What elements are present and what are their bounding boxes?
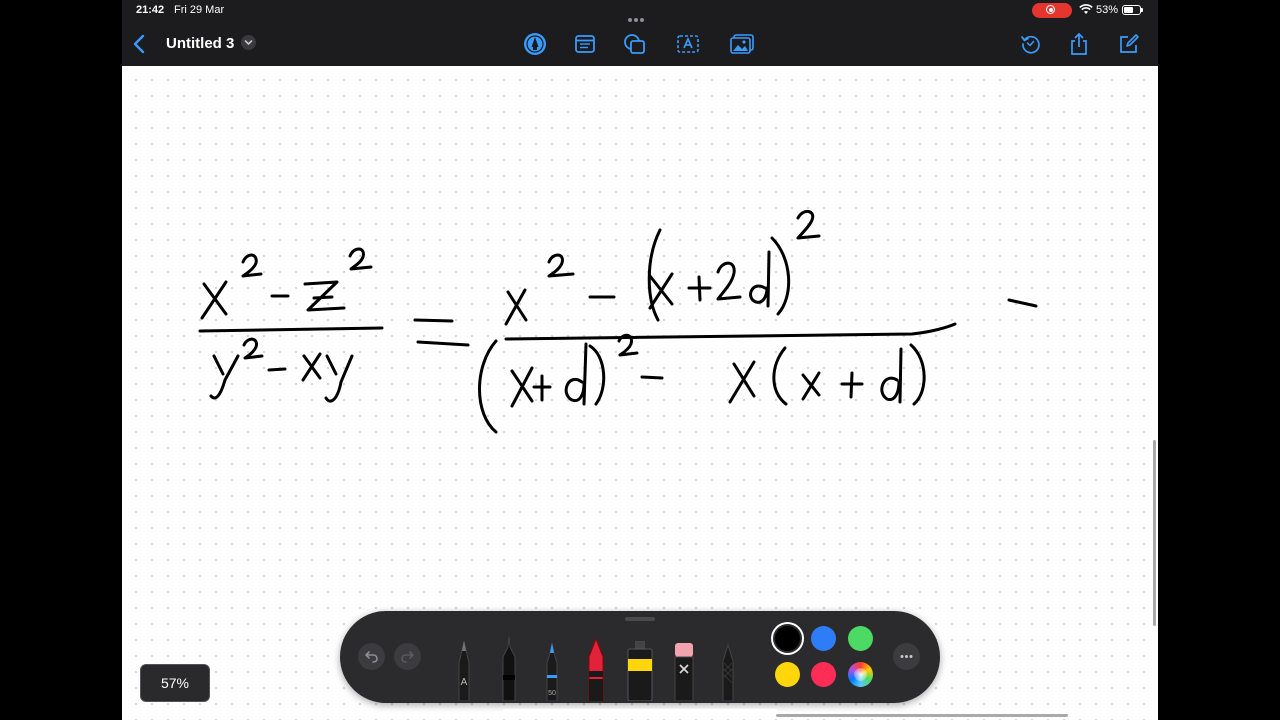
pencil-tool[interactable] xyxy=(452,635,476,701)
status-time: 21:42 xyxy=(136,4,165,16)
lasso-tool[interactable] xyxy=(716,635,740,701)
pencil-tool-label: A xyxy=(460,677,468,688)
pen-mode-button[interactable] xyxy=(522,32,548,56)
zoom-level: 57% xyxy=(140,664,210,702)
marker-tool[interactable] xyxy=(584,635,608,701)
fineliner-icon xyxy=(497,635,521,701)
marker-icon xyxy=(584,635,608,701)
color-yellow-swatch[interactable] xyxy=(775,662,800,687)
notes-button[interactable] xyxy=(572,32,598,56)
ballpoint-tool[interactable] xyxy=(540,635,564,701)
eraser-tool[interactable] xyxy=(672,635,696,701)
chevron-left-icon xyxy=(130,32,150,56)
pencil-icon xyxy=(452,635,476,701)
home-indicator[interactable] xyxy=(502,709,778,714)
color-black-swatch[interactable] xyxy=(775,626,800,651)
highlighter-icon xyxy=(626,635,654,701)
horizontal-scrollbar[interactable] xyxy=(776,714,1068,717)
back-button[interactable] xyxy=(130,32,150,56)
title-menu-button[interactable] xyxy=(241,35,256,50)
color-red-swatch[interactable] xyxy=(811,662,836,687)
more-options-button[interactable] xyxy=(893,643,920,670)
text-box-button[interactable] xyxy=(675,32,701,56)
document-toolbar xyxy=(122,22,1158,66)
status-bar xyxy=(122,0,1158,22)
image-button[interactable] xyxy=(729,32,755,56)
palette-grabber[interactable] xyxy=(625,617,655,621)
shapes-button[interactable] xyxy=(622,32,648,56)
share-icon xyxy=(1069,32,1089,56)
chevron-down-icon xyxy=(241,35,256,50)
color-blue-swatch[interactable] xyxy=(811,626,836,651)
shapes-icon xyxy=(623,33,647,55)
undo-history-icon xyxy=(1020,33,1042,55)
more-icon xyxy=(899,649,914,664)
color-green-swatch[interactable] xyxy=(848,626,873,651)
battery-icon xyxy=(1122,5,1141,15)
color-picker-swatch[interactable] xyxy=(848,662,873,687)
image-icon xyxy=(729,33,755,55)
wifi-icon xyxy=(1079,4,1093,15)
highlighter-tool[interactable] xyxy=(626,635,654,701)
share-button[interactable] xyxy=(1066,32,1092,56)
vertical-scrollbar[interactable] xyxy=(1153,440,1156,626)
eraser-icon xyxy=(672,635,696,701)
edit-button[interactable] xyxy=(1116,32,1142,56)
redo-icon xyxy=(400,649,415,664)
ballpoint-tool-label: 50 xyxy=(548,690,556,697)
ballpoint-icon xyxy=(540,635,564,701)
text-box-icon xyxy=(676,34,700,54)
document-title[interactable]: Untitled 3 xyxy=(166,35,235,52)
pen-mode-icon xyxy=(523,32,547,56)
undo-icon xyxy=(364,649,379,664)
tool-palette xyxy=(340,611,940,703)
redo-button[interactable] xyxy=(394,643,421,670)
notes-icon xyxy=(574,34,596,54)
edit-icon xyxy=(1118,33,1140,55)
undo-button[interactable] xyxy=(358,643,385,670)
battery-percentage: 53% xyxy=(1096,4,1119,16)
history-button[interactable] xyxy=(1018,32,1044,56)
status-date: Fri 29 Mar xyxy=(174,4,225,16)
screen-recording-icon[interactable] xyxy=(1032,3,1072,18)
multitasking-dots-icon[interactable] xyxy=(628,9,648,13)
lasso-icon xyxy=(716,635,740,701)
fineliner-tool[interactable] xyxy=(497,635,521,701)
